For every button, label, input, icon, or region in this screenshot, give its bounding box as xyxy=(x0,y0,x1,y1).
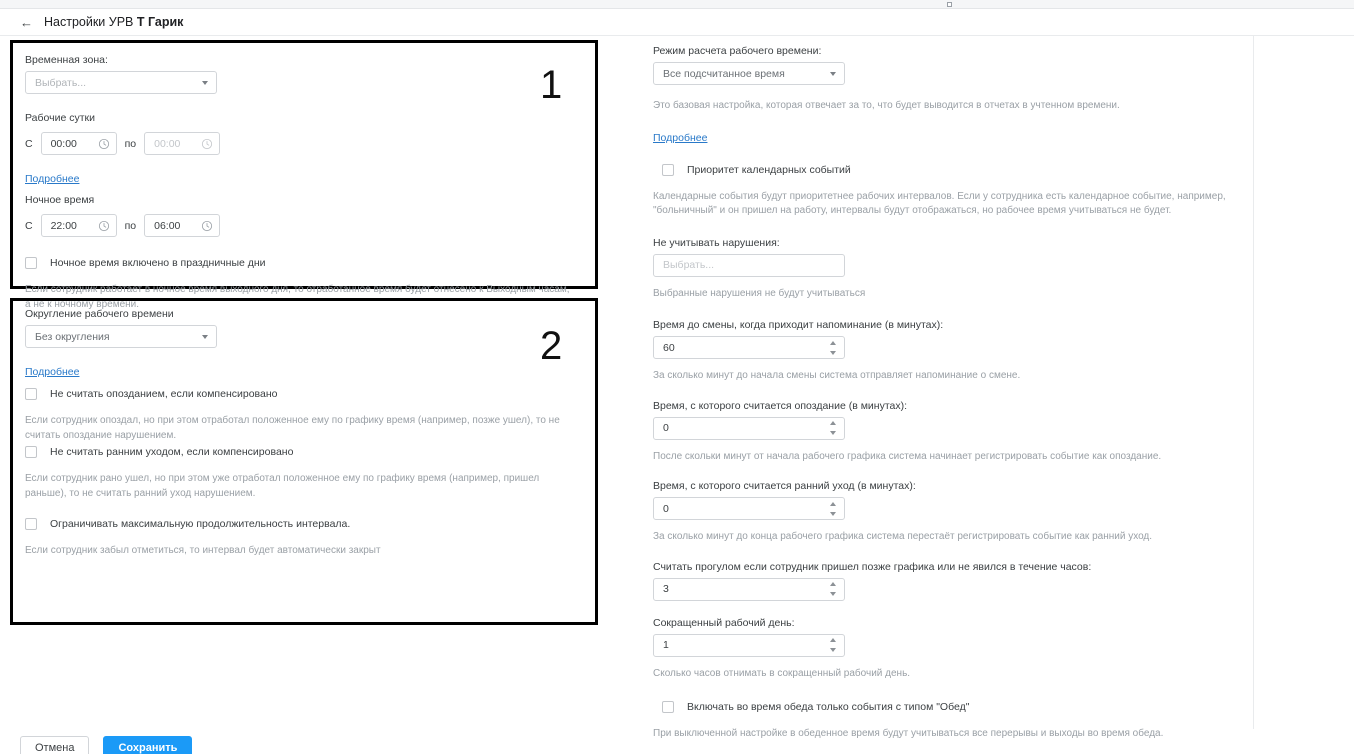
night-from-prefix: С xyxy=(25,219,33,232)
workday-more-link[interactable]: Подробнее xyxy=(25,173,80,185)
option-early-leave-compensated-hint: Если сотрудник рано ушел, но при этом уже отработал положенное ему по графику время (например, пришел раньше), то не считать ранний уход нарушением. xyxy=(25,473,540,499)
option-limit-interval-checkbox[interactable] xyxy=(25,518,37,530)
timezone-select-value: Выбрать... xyxy=(35,76,87,89)
calendar-priority-hint: Календарные события будут приоритетнее рабочих интервалов. Если у сотрудника есть календарное событие, например, "больничный" и он пришел на работу, интервалы будут отображаться, но рабочее время учитываться не будет. xyxy=(653,190,1226,216)
chevron-down-icon xyxy=(202,335,208,339)
short-workday-group xyxy=(653,617,1253,682)
calendar-priority-label: Приоритет календарных событий xyxy=(687,163,851,176)
absence-threshold-input[interactable] xyxy=(653,578,845,601)
rounding-select[interactable] xyxy=(25,325,217,348)
night-from-input[interactable] xyxy=(41,214,117,237)
workday-from-value: 00:00 xyxy=(50,137,77,150)
late-threshold-group xyxy=(653,400,1253,465)
settings-content xyxy=(0,36,1354,754)
late-threshold-label: Время, с которого считается опоздание (в минутах): xyxy=(653,399,908,412)
workday-group xyxy=(25,112,445,187)
short-workday-hint: Сколько часов отнимать в сокращенный рабочий день. xyxy=(653,667,911,679)
calc-mode-select[interactable] xyxy=(653,62,845,85)
calendar-priority-checkbox[interactable] xyxy=(662,164,674,176)
option-late-compensated-row[interactable] xyxy=(25,388,585,400)
lunch-only-group xyxy=(653,701,1253,742)
early-leave-threshold-label: Время, с которого считается ранний уход (в минутах): xyxy=(653,480,916,492)
option-early-leave-compensated-row[interactable] xyxy=(25,446,585,458)
stepper-icon[interactable] xyxy=(829,502,837,516)
option-late-compensated-checkbox[interactable] xyxy=(25,388,37,400)
calc-mode-select-value: Все подсчитанное время xyxy=(663,67,785,80)
rounding-group xyxy=(25,308,445,380)
early-leave-threshold-input[interactable] xyxy=(653,497,845,520)
page-header xyxy=(0,9,1354,36)
lunch-only-row[interactable] xyxy=(653,701,1253,713)
ignore-violations-group xyxy=(653,237,1253,302)
cancel-button[interactable]: Отмена xyxy=(20,736,89,754)
chevron-down-icon xyxy=(830,72,836,76)
calendar-priority-row[interactable] xyxy=(653,164,1253,176)
workday-time-row xyxy=(25,132,445,155)
night-time-label: Ночное время xyxy=(25,194,95,206)
panel-divider xyxy=(1253,36,1254,729)
night-holidays-checkbox-row[interactable] xyxy=(25,257,585,269)
absence-threshold-label: Считать прогулом если сотрудник пришел позже графика или не явился в течение часов: xyxy=(653,560,1092,573)
clock-icon[interactable] xyxy=(201,138,213,150)
workday-label: Рабочие сутки xyxy=(25,112,95,124)
annotation-number-1: 1 xyxy=(540,63,563,107)
stepper-icon[interactable] xyxy=(829,638,837,652)
option-early-leave-compensated-label: Не считать ранним уходом, если компенсировано xyxy=(50,446,294,458)
calc-mode-label: Режим расчета рабочего времени: xyxy=(653,45,822,57)
night-holidays-hint: Если сотрудник работает в ночное время выходного дня, то отработанное время будет отнесено к Выходным часам, а не к ночному времени. xyxy=(25,284,570,310)
option-late-compensated-hint: Если сотрудник опоздал, но при этом отработал положенное ему по графику время (например, позже ушел), то не считать опоздание нарушением. xyxy=(25,415,560,441)
night-time-group xyxy=(25,194,585,312)
annotation-number-2: 2 xyxy=(540,324,563,368)
lunch-only-checkbox[interactable] xyxy=(662,701,674,713)
night-mid-label: по xyxy=(124,219,137,232)
footer-actions xyxy=(20,736,192,754)
option-limit-interval-label: Ограничивать максимальную продолжительность интервала. xyxy=(50,518,351,530)
workday-mid-label: по xyxy=(124,137,137,150)
option-limit-interval-group xyxy=(25,518,585,559)
ignore-violations-input[interactable] xyxy=(653,254,845,277)
clock-icon[interactable] xyxy=(201,220,213,232)
back-arrow-icon[interactable]: ← xyxy=(20,14,33,30)
window-top-strip xyxy=(0,0,1354,9)
night-holidays-checkbox[interactable] xyxy=(25,257,37,269)
workday-to-input[interactable] xyxy=(144,132,220,155)
ignore-violations-placeholder: Выбрать... xyxy=(663,259,715,271)
stepper-icon[interactable] xyxy=(829,582,837,596)
calc-mode-group xyxy=(653,45,1253,146)
short-workday-value: 1 xyxy=(663,639,669,651)
late-threshold-input[interactable] xyxy=(653,417,845,440)
night-to-input[interactable] xyxy=(144,214,220,237)
short-workday-label: Сокращенный рабочий день: xyxy=(653,616,795,629)
window-control-icon[interactable] xyxy=(947,2,952,7)
reminder-before-shift-hint: За сколько минут до начала смены система отправляет напоминание о смене. xyxy=(653,370,1021,381)
rounding-label: Округление рабочего времени xyxy=(25,308,174,320)
option-limit-interval-row[interactable] xyxy=(25,518,585,530)
stepper-icon[interactable] xyxy=(829,341,837,355)
night-to-value: 06:00 xyxy=(154,219,181,232)
rounding-more-link[interactable]: Подробнее xyxy=(25,366,80,378)
calc-mode-more-link[interactable]: Подробнее xyxy=(653,131,708,144)
calc-mode-hint: Это базовая настройка, которая отвечает за то, что будет выводится в отчетах в учтенном времени. xyxy=(653,100,1120,111)
reminder-before-shift-value: 60 xyxy=(663,341,675,354)
early-leave-threshold-value: 0 xyxy=(663,502,669,515)
timezone-label: Временная зона: xyxy=(25,54,108,66)
option-late-compensated-group xyxy=(25,388,585,443)
workday-from-input[interactable] xyxy=(41,132,117,155)
reminder-before-shift-input[interactable] xyxy=(653,336,845,359)
right-column xyxy=(653,45,1253,742)
timezone-select[interactable] xyxy=(25,71,217,94)
workday-from-prefix: С xyxy=(25,137,33,150)
chevron-down-icon xyxy=(202,81,208,85)
option-late-compensated-label: Не считать опозданием, если компенсировано xyxy=(50,388,278,400)
option-early-leave-compensated-group xyxy=(25,446,585,501)
absence-threshold-group xyxy=(653,561,1253,601)
ignore-violations-hint: Выбранные нарушения не будут учитываться xyxy=(653,287,866,299)
workday-to-value: 00:00 xyxy=(154,137,181,150)
clock-icon[interactable] xyxy=(98,220,110,232)
clock-icon[interactable] xyxy=(98,138,110,150)
calendar-priority-group xyxy=(653,164,1253,219)
early-leave-threshold-group xyxy=(653,480,1253,545)
late-threshold-value: 0 xyxy=(663,422,669,434)
option-limit-interval-hint: Если сотрудник забыл отметиться, то интервал будет автоматически закрыт xyxy=(25,545,381,556)
night-time-row xyxy=(25,214,585,237)
lunch-only-label: Включать во время обеда только события с типом "Обед" xyxy=(687,701,970,713)
absence-threshold-value: 3 xyxy=(663,583,669,595)
night-from-value: 22:00 xyxy=(50,219,77,232)
reminder-before-shift-group xyxy=(653,319,1253,384)
early-leave-threshold-hint: За сколько минут до конца рабочего графика система перестаёт регистрировать событие как ранний уход. xyxy=(653,531,1153,542)
ignore-violations-label: Не учитывать нарушения: xyxy=(653,236,780,249)
reminder-before-shift-label: Время до смены, когда приходит напоминание (в минутах): xyxy=(653,319,944,331)
rounding-select-value: Без округления xyxy=(35,330,110,343)
stepper-icon[interactable] xyxy=(829,421,837,435)
option-early-leave-compensated-checkbox[interactable] xyxy=(25,446,37,458)
lunch-only-hint: При выключенной настройке в обеденное время будут учитываться все перерывы и выходы во время обеда. xyxy=(653,728,1164,739)
page-title: Настройки УРВ Т Гарик xyxy=(44,15,184,29)
late-threshold-hint: После скольки минут от начала рабочего графика система начинает регистрировать событие как опоздание. xyxy=(653,450,1162,462)
night-holidays-label: Ночное время включено в праздничные дни xyxy=(50,257,266,269)
short-workday-input[interactable] xyxy=(653,634,845,657)
save-button[interactable]: Сохранить xyxy=(103,736,192,754)
timezone-group xyxy=(25,54,445,94)
